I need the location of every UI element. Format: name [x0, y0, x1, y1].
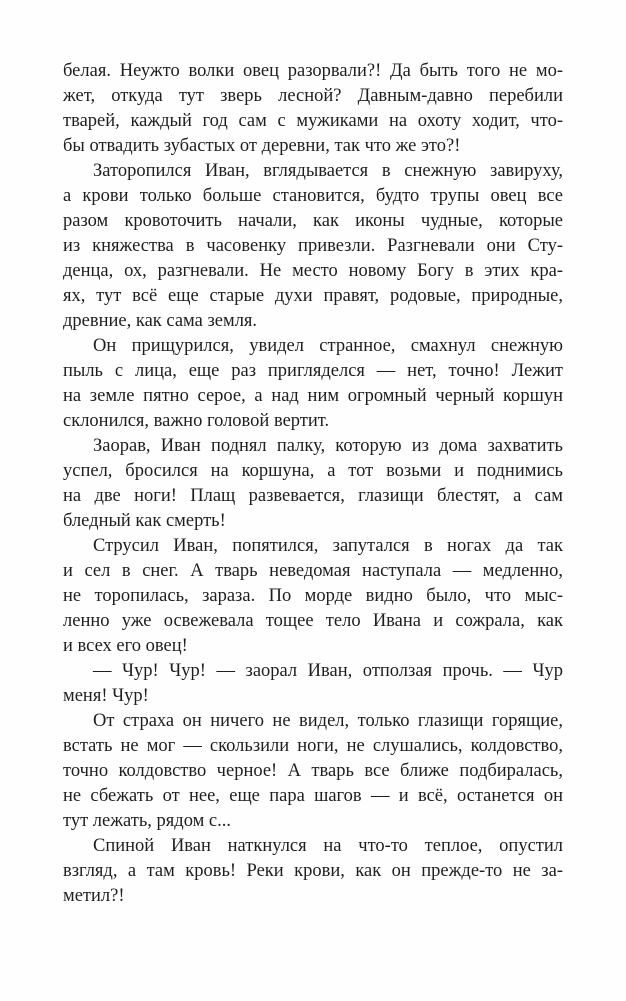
text-line: От страха он ничего не видел, только глазищи горящие, — [93, 711, 563, 731]
text-line: тварей, каждый год сам с мужиками на охоту ходит, что- — [63, 111, 563, 131]
paragraph — [63, 834, 563, 909]
text-line: точно колдовство черное! А тварь все ближе подбиралась, — [63, 761, 563, 781]
paragraph — [63, 434, 563, 534]
paragraph — [63, 59, 563, 159]
text-line: разом кровоточить начали, как иконы чудные, которые — [63, 211, 563, 231]
text-line: взгляд, а там кровь! Реки крови, как он прежде-то не за- — [63, 861, 563, 881]
paragraph — [63, 709, 563, 834]
text-line: успел, бросился на коршуна, а тот возьми и поднимись — [63, 461, 563, 481]
text-line: — Чур! Чур! — заорал Иван, отползая прочь. — Чур — [93, 661, 563, 681]
text-line: бы отвадить зубастых от деревни, так что же это?! — [63, 136, 461, 156]
text-line: встать не мог — скользили ноги, не слушались, колдовство, — [63, 736, 563, 756]
text-line: Заторопился Иван, вглядывается в снежную завируху, — [93, 161, 563, 181]
text-line: древние, как сама земля. — [63, 311, 258, 331]
text-line: на две ноги! Плащ развевается, глазищи блестят, а сам — [63, 486, 563, 506]
text-line: а крови только больше становится, будто трупы овец все — [63, 186, 563, 206]
text-line: пыль с лица, еще раз пригляделся — нет, точно! Лежит — [63, 361, 563, 381]
text-line: не торопилась, зараза. По морде видно было, что мыс- — [63, 586, 563, 606]
text-line: Он прищурился, увидел странное, смахнул снежную — [93, 336, 563, 356]
text-line: Струсил Иван, попятился, запутался в ногах да так — [93, 536, 563, 556]
text-line: Заорав, Иван поднял палку, которую из дома захватить — [93, 436, 563, 456]
text-line: денца, ох, разгневали. Не место новому Богу в этих кра- — [63, 261, 563, 281]
paragraph — [63, 534, 563, 659]
paragraph — [63, 659, 563, 709]
text-line: белая. Неужто волки овец разорвали?! Да быть того не мо- — [63, 61, 563, 81]
text-line: меня! Чур! — [63, 686, 149, 706]
text-line: и сел в снег. А тварь неведомая наступала — медленно, — [63, 561, 563, 581]
text-line: из княжества в часовенку привезли. Разгневали они Сту- — [63, 236, 563, 256]
text-line: метил?! — [63, 886, 125, 906]
text-line: ленно уже освежевала тощее тело Ивана и сожрала, как — [63, 611, 563, 631]
page-text — [63, 59, 563, 909]
text-line: ях, тут всё еще старые духи правят, родовые, природные, — [63, 286, 563, 306]
text-line: Спиной Иван наткнулся на что-то теплое, опустил — [93, 836, 563, 856]
text-line: на земле пятно серое, а над ним огромный черный коршун — [63, 386, 563, 406]
text-line: тут лежать, рядом с... — [63, 811, 232, 831]
text-line: бледный как смерть! — [63, 511, 226, 531]
text-line: склонился, важно головой вертит. — [63, 411, 330, 431]
paragraph — [63, 159, 563, 334]
text-line: жет, откуда тут зверь лесной? Давным-давно перебили — [63, 86, 563, 106]
paragraph — [63, 334, 563, 434]
text-line: не сбежать от нее, еще пара шагов — и всё, останется он — [63, 786, 563, 806]
text-line: и всех его овец! — [63, 636, 188, 656]
